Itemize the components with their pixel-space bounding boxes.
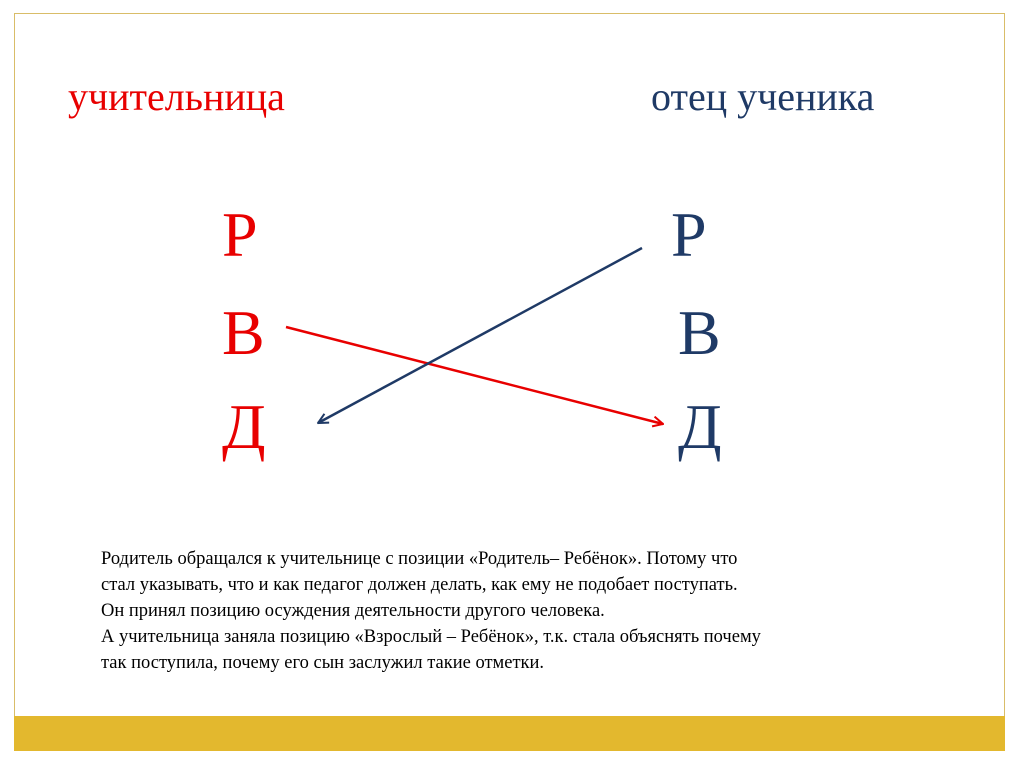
explanation-text: [101, 546, 941, 676]
bottom-accent-band: [14, 716, 1005, 751]
teacher-child-letter: Д: [222, 391, 266, 462]
teacher-heading: учительница: [68, 74, 285, 119]
father-adult-letter: В: [678, 297, 721, 368]
father-heading: отец ученика: [651, 74, 875, 119]
explanation-line: стал указывать, что и как педагог должен делать, как ему не подобает поступать.: [101, 575, 738, 595]
teacher-adult-letter: В: [222, 297, 265, 368]
explanation-line: А учительница заняла позицию «Взрослый – Ребёнок», т.к. стала объяснять почему: [101, 627, 761, 647]
father-parent-letter: Р: [671, 199, 707, 270]
explanation-line: так поступила, почему его сын заслужил такие отметки.: [101, 653, 545, 673]
teacher-parent-letter: Р: [222, 199, 258, 270]
explanation-line: Он принял позицию осуждения деятельности другого человека.: [101, 601, 605, 621]
explanation-line: Родитель обращался к учительнице с позиции «Родитель– Ребёнок». Потому что: [101, 549, 738, 569]
father-child-letter: Д: [678, 391, 722, 462]
